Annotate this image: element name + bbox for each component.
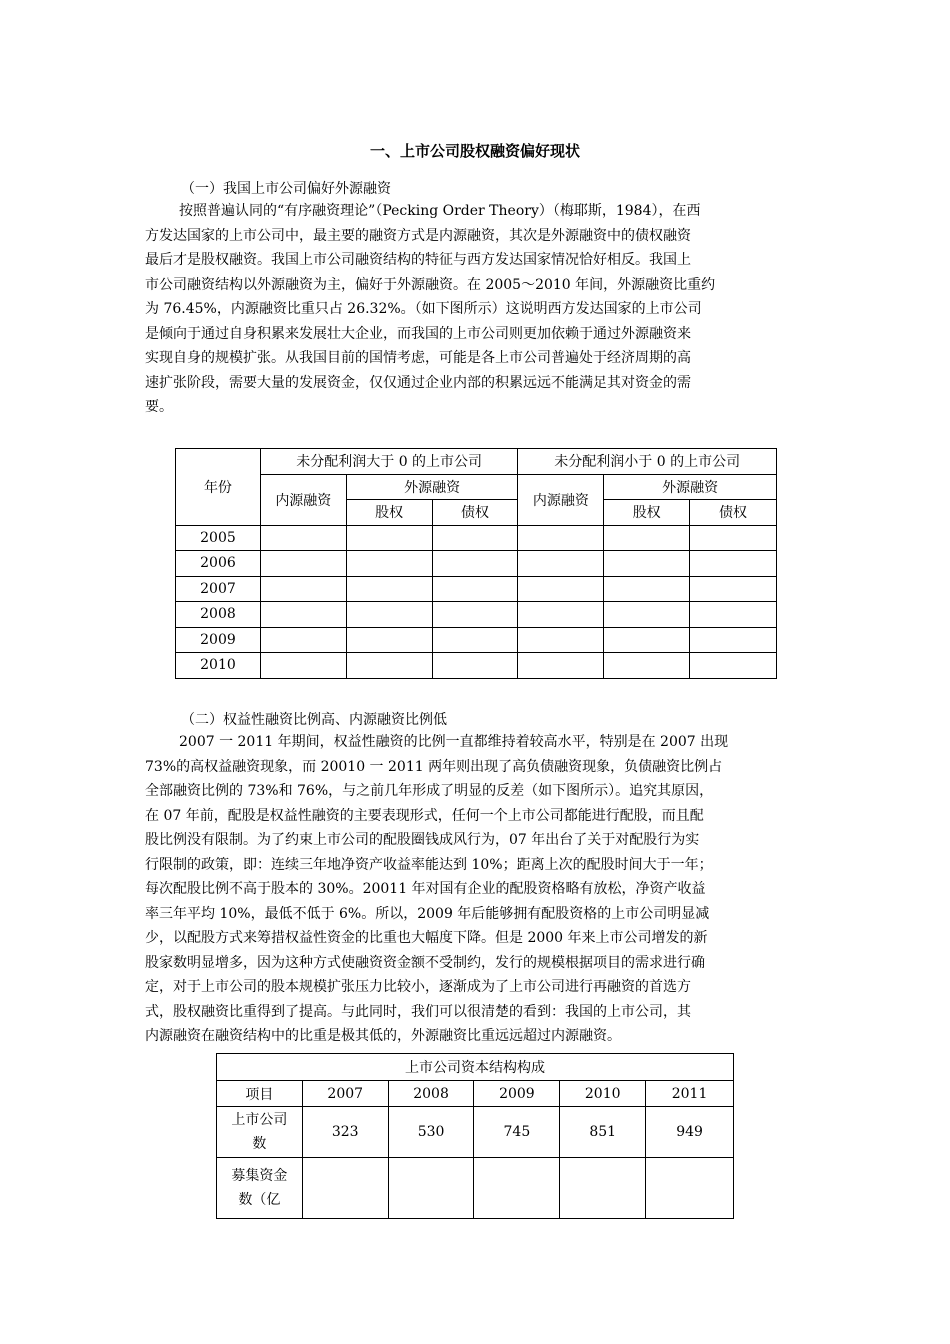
year-header-cell: 2008 — [388, 1081, 474, 1107]
table-row — [176, 551, 777, 577]
section2-heading: （二）权益性融资比例高、内源融资比例低 — [181, 712, 447, 728]
section1-heading: （一）我国上市公司偏好外源融资 — [181, 181, 391, 197]
row-label-listed-companies — [217, 1107, 303, 1158]
row-label-line: 数 — [252, 1136, 267, 1152]
internal-financing-header: 内源融资 — [518, 474, 604, 525]
table-row — [176, 627, 777, 653]
debt-header: 债权 — [690, 500, 777, 526]
debt-header: 债权 — [432, 500, 518, 526]
value-cell: 949 — [646, 1107, 734, 1158]
internal-financing-header: 内源融资 — [260, 474, 346, 525]
row-label-raised-funds — [217, 1158, 303, 1219]
value-cell: 530 — [388, 1107, 474, 1158]
table-row — [176, 576, 777, 602]
year-cell: 2005 — [176, 525, 261, 551]
paragraph-line: 市公司融资结构以外源融资为主，偏好于外源融资。在 2005～2010 年间，外源融资比重约 — [145, 276, 716, 293]
item-header: 项目 — [217, 1081, 303, 1107]
page-title: 一、上市公司股权融资偏好现状 — [369, 142, 580, 160]
capital-structure-table — [216, 1053, 734, 1219]
year-header: 年份 — [176, 449, 261, 526]
paragraph-line: 行限制的政策，即：连续三年地净资产收益率能达到 10%；距离上次的配股时间大于一年； — [145, 856, 713, 873]
external-financing-header: 外源融资 — [604, 474, 777, 500]
table-row — [176, 525, 777, 551]
paragraph-line: 是倾向于通过自身积累来发展壮大企业，而我国的上市公司则更加依赖于通过外源融资来 — [145, 325, 691, 342]
equity-header: 股权 — [346, 500, 432, 526]
section1-paragraph — [145, 199, 815, 420]
paragraph-line: 全部融资比例的 73%和 76%，与之前几年形成了明显的反差（如下图所示）。追究其原因， — [145, 783, 714, 799]
paragraph-line: 式，股权融资比重得到了提高。与此同时，我们可以很清楚的看到：我国的上市公司，其 — [145, 1003, 691, 1020]
paragraph-line: 73%的高权益融资现象，而 20010 一 2011 两年则出现了高负债融资现象，负债融资比例占 — [145, 758, 723, 775]
paragraph-line: 定，对于上市公司的股本规模扩张压力比较小，逐渐成为了上市公司进行再融资的首选方 — [145, 979, 691, 995]
paragraph-line: 每次配股比例不高于股本的 30%。20011 年对国有企业的配股资格略有放松，净资产收益 — [145, 881, 706, 897]
value-cell: 323 — [302, 1107, 388, 1158]
paragraph-line: 2007 一 2011 年期间，权益性融资的比例一直都维持着较高水平，特别是在 2007 出现 — [179, 734, 729, 750]
paragraph-line: 速扩张阶段，需要大量的发展资金，仅仅通过企业内部的积累远远不能满足其对资金的需 — [145, 374, 691, 391]
section2-paragraph — [145, 730, 815, 1049]
equity-header: 股权 — [604, 500, 690, 526]
paragraph-line: 股家数明显增多，因为这种方式使融资资金额不受制约，发行的规模根据项目的需求进行确 — [145, 954, 705, 971]
group-header-negative: 未分配利润小于 0 的上市公司 — [518, 449, 777, 475]
paragraph-line: 最后才是股权融资。我国上市公司融资结构的特征与西方发达国家情况恰好相反。我国上 — [145, 252, 691, 268]
year-cell: 2006 — [176, 551, 261, 577]
year-header-cell: 2011 — [646, 1081, 734, 1107]
paragraph-line: 为 76.45%，内源融资比重只占 26.32%。（如下图所示）这说明西方发达国家的上市公司 — [145, 301, 702, 317]
year-header-cell: 2007 — [302, 1081, 388, 1107]
external-financing-header: 外源融资 — [346, 474, 518, 500]
table-row — [176, 602, 777, 628]
value-cell: 745 — [474, 1107, 560, 1158]
financing-table — [175, 448, 777, 679]
paragraph-line: 股比例没有限制。为了约束上市公司的配股圈钱成风行为，07 年出台了关于对配股行为实 — [145, 832, 700, 848]
table-title: 上市公司资本结构构成 — [217, 1054, 734, 1081]
row-label-line: 上市公司 — [231, 1112, 288, 1128]
row-label-line: 募集资金 — [231, 1168, 288, 1184]
year-header-cell: 2009 — [474, 1081, 560, 1107]
paragraph-line: 实现自身的规模扩张。从我国目前的国情考虑，可能是各上市公司普遍处于经济周期的高 — [145, 350, 691, 366]
paragraph-line: 在 07 年前，配股是权益性融资的主要表现形式，任何一个上市公司都能进行配股，而且配 — [145, 807, 704, 824]
year-header-cell: 2010 — [560, 1081, 646, 1107]
paragraph-line: 方发达国家的上市公司中，最主要的融资方式是内源融资，其次是外源融资中的债权融资 — [145, 227, 691, 244]
paragraph-line: 内源融资在融资结构中的比重是极其低的，外源融资比重远远超过内源融资。 — [145, 1028, 621, 1044]
paragraph-line: 率三年平均 10%，最低不低于 6%。所以，2009 年后能够拥有配股资格的上市公司明显减 — [145, 905, 710, 922]
table-row — [217, 1107, 734, 1158]
year-cell: 2007 — [176, 576, 261, 602]
value-cell: 851 — [560, 1107, 646, 1158]
table-row — [176, 653, 777, 679]
year-cell: 2010 — [176, 653, 261, 679]
year-cell: 2009 — [176, 627, 261, 653]
group-header-positive: 未分配利润大于 0 的上市公司 — [260, 449, 518, 475]
paragraph-line: 按照普遍认同的“有序融资理论”（Pecking Order Theory）（梅耶斯，1984），在西 — [179, 203, 701, 219]
paragraph-line: 要。 — [145, 399, 173, 415]
paragraph-line: 少，以配股方式来筹措权益性资金的比重也大幅度下降。但是 2000 年来上市公司增发的新 — [145, 930, 708, 946]
year-cell: 2008 — [176, 602, 261, 628]
row-label-line: 数（亿 — [238, 1192, 281, 1208]
table-row — [217, 1158, 734, 1219]
